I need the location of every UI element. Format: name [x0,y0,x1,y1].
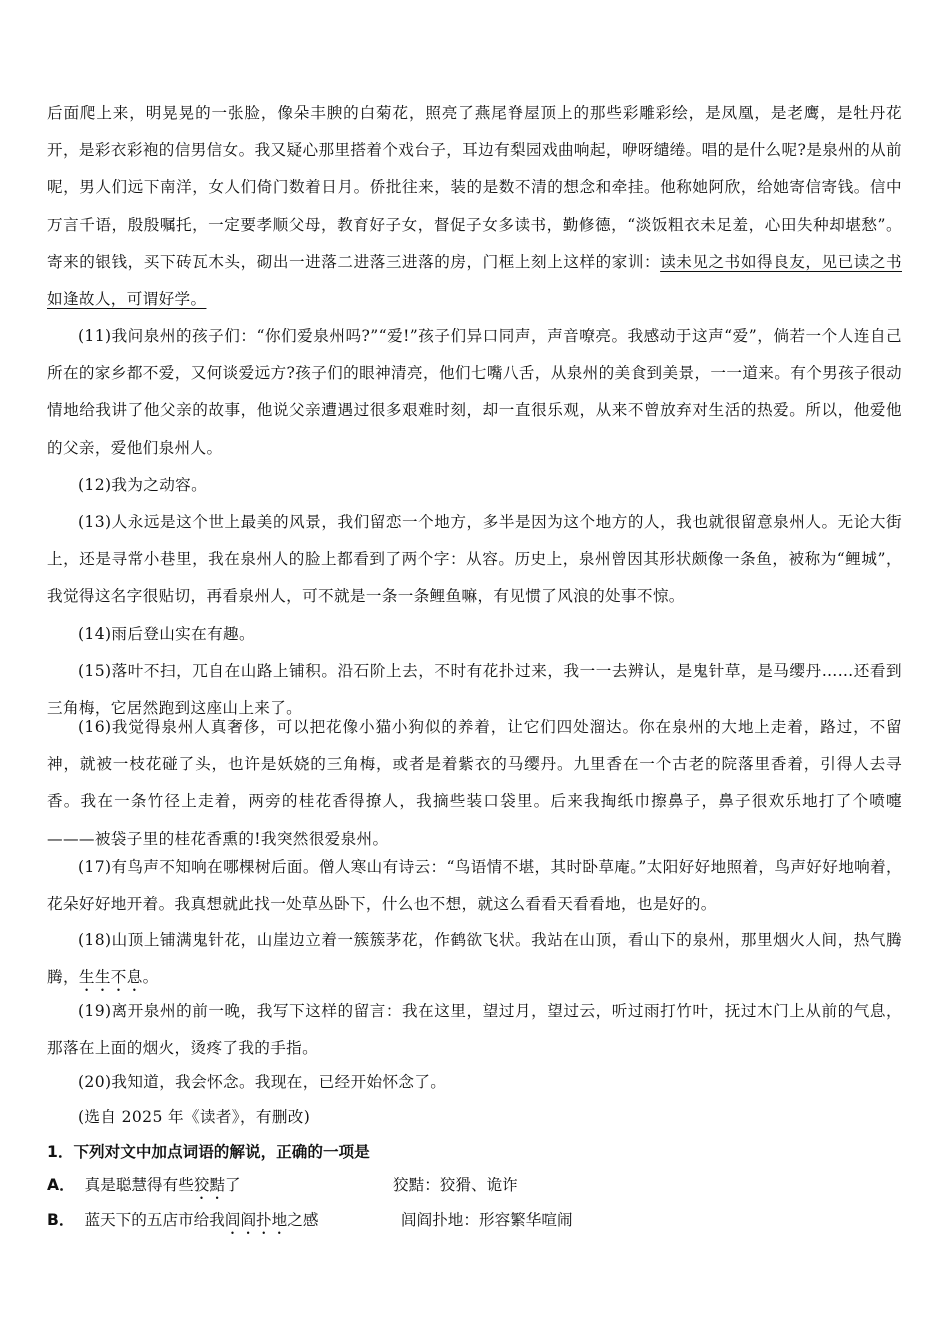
passage-paragraph-intro [47,95,902,318]
dotted-phrase: 生生不息 [78,968,143,987]
passage-paragraph-12: (12)我为之动容。 [78,476,208,494]
dotted-word: 狡黠 [193,1176,226,1194]
paragraph-text: 后面爬上来，明晃晃的一张脸，像朵丰腴的白菊花，照亮了燕尾脊屋顶上的那些彩雕彩绘，是凤凰，是老鹰，是牡丹花开，是彩衣彩袍的信男信女。我又疑心那里搭着个戏台子，耳边有梨园戏曲响起，咿呀缱绻。唱的是什么呢?是泉州的从前呢，男人们远下南洋，女人们倚门数着日月。侨批往来，装的是数不清的想念和牵挂。他称她阿欣，给她寄信寄钱。信中万言千语，殷殷嘱托，一定要孝顺父母，教育好子女，督促子女多读书，勤修德，“淡饭粗衣未足羞，心田失种却堪愁”。寄来的银钱，买下砖瓦木头，砌出一进落二进落三进落的房，门框上刻上这样的家训： [47,104,902,271]
option-text-end: 之感 [287,1211,319,1229]
question-title: 1．下列对文中加点词语的解说，正确的一项是 [47,1143,370,1161]
option-label: A． [47,1176,75,1194]
option-a-note: 狡黠：狡猾、诡诈 [393,1176,518,1194]
option-text-end: 了 [225,1176,241,1194]
option-text: 蓝天下的五店市给我 [84,1211,225,1229]
passage-paragraph-16: (16)我觉得泉州人真奢侈，可以把花像小猫小狗似的养着，让它们四处溜达。你在泉州的大地上走着，路过，不留神，就被一枝花碰了头，也许是妖娆的三角梅，或者是着紫衣的马缨丹。九里香在一个古老的院落里香着，引得人去寻香。我在一条竹径上走着，两旁的桂花香得撩人，我摘些装口袋里。后来我掏纸巾擦鼻子，鼻子很欢乐地打了个喷嚏———被袋子里的桂花香熏的!我突然很爱泉州。 [47,718,902,848]
passage-paragraph-11: (11)我问泉州的孩子们：“你们爱泉州吗?”“爱!”孩子们异口同声，声音嘹亮。我感动于这声“爱”，倘若一个人连自己所在的家乡都不爱，又何谈爱远方?孩子们的眼神清亮，他们七嘴八舌，从泉州的美食到美景，一一道来。有个男孩子很动情地给我讲了他父亲的故事，他说父亲遭遇过很多艰难时刻，却一直很乐观，从来不曾放弃对生活的热爱。所以，他爱他的父亲，爱他们泉州人。 [47,327,902,457]
paragraph-text-end: 。 [142,968,159,987]
option-b[interactable] [47,1208,318,1238]
passage-paragraph-20: (20)我知道，我会怀念。我现在，已经开始怀念了。 [78,1073,447,1091]
option-label: B． [47,1211,75,1229]
option-text: 真是聪慧得有些 [84,1176,194,1194]
passage-paragraph-13: (13)人永远是这个世上最美的风景，我们留恋一个地方，多半是因为这个地方的人，我也就很留意泉州人。无论大街上，还是寻常小巷里，我在泉州人的脸上都看到了两个字：从容。历史上，泉州曾因其形状颇像一条鱼，被称为“鲤城”，我觉得这名字很贴切，再看泉州人，可不就是一条一条鲤鱼嘛，有见惯了风浪的处事不惊。 [47,513,902,606]
paragraph-text: (18)山顶上铺满鬼针花，山崖边立着一簇簇茅花，作鹤欲飞状。我站在山顶，看山下的泉州，那里烟火人间，热气腾腾， [47,931,902,987]
option-b-note: 闾阎扑地：形容繁华喧闹 [401,1211,573,1229]
option-a[interactable] [47,1173,241,1203]
passage-source: (选自 2025 年《读者》，有删改) [78,1108,311,1126]
passage-paragraph-19: (19)离开泉州的前一晚，我写下这样的留言：我在这里，望过月，望过云，听过雨打竹叶，抚过木门上从前的气息，那落在上面的烟火，烫疼了我的手指。 [47,1002,902,1058]
dotted-word: 闾阎扑地 [224,1211,288,1229]
passage-paragraph-15: (15)落叶不扫，兀自在山路上铺积。沿石阶上去，不时有花扑过来，我一一去辨认，是鬼针草，是马缨丹……还看到三角梅，它居然跑到这座山上来了。 [47,662,902,718]
passage-paragraph-18 [47,922,902,996]
underlined-family-motto: 读未见之书如得良友，见已读之书如逢故人，可谓好学。 [47,252,902,309]
passage-paragraph-17: (17)有鸟声不知响在哪棵树后面。僧人寒山有诗云：“鸟语情不堪，其时卧草庵。”太阳好好地照着，鸟声好好地响着，花朵好好地开着。我真想就此找一处草丛卧下，什么也不想，就这么看看天看看地，也是好的。 [47,858,902,914]
passage-paragraph-14: (14)雨后登山实在有趣。 [78,625,255,643]
